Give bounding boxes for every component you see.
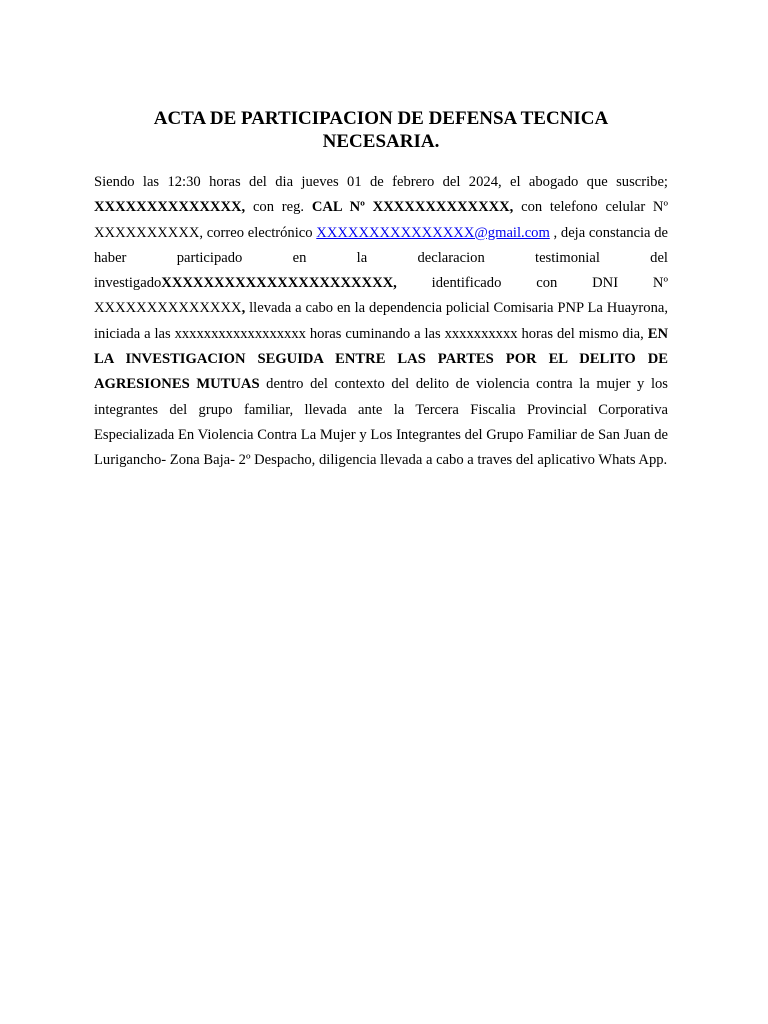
text-segment: con telefono celular Nº XXXXXXXXXX, correo electrónico <box>94 199 668 241</box>
cal-registration-bold: CAL Nº XXXXXXXXXXXXX, <box>311 199 514 216</box>
lawyer-name-bold: XXXXXXXXXXXXXX, <box>94 199 246 216</box>
comma-bold: , <box>241 300 246 317</box>
text-segment: identificado con DNI Nº XXXXXXXXXXXXXX <box>94 275 668 317</box>
text-segment: llevada a cabo en la dependencia policial Comisaria PNP La Huayrona, iniciada a las xxxxxxxxxxxxxxxxxx horas cuminando a las xxxxxxxxxx horas del mismo dia, <box>94 300 668 342</box>
title-line-2: NECESARIA. <box>322 131 440 152</box>
text-segment: , deja constancia de haber participado en la declaracion testimonial del investigado <box>94 224 668 292</box>
text-segment: con reg. <box>245 199 312 216</box>
document-body-paragraph <box>94 170 668 474</box>
email-link[interactable]: XXXXXXXXXXXXXXX@gmail.com <box>316 224 550 241</box>
investigation-heading-bold: EN LA INVESTIGACION SEGUIDA ENTRE LAS PARTES POR EL DELITO DE AGRESIONES MUTUAS <box>94 325 668 393</box>
investigated-name-bold: XXXXXXXXXXXXXXXXXXXXXX, <box>161 275 397 292</box>
text-segment: Siendo las 12:30 horas del dia jueves 01 de febrero del 2024, el abogado que suscribe; <box>94 174 668 190</box>
title-line-1: ACTA DE PARTICIPACION DE DEFENSA TECNICA <box>153 108 609 129</box>
text-segment: dentro del contexto del delito de violencia contra la mujer y los integrantes del grupo familiar, llevada ante la Tercera Fiscalia Provincial Corporativa Especializada En Violencia Contra La Mujer y Los Integrantes del Grupo Familiar de San Juan de Lurigancho- Zona Baja- 2º Despacho, diligencia llevada a cabo a traves del aplicativo Whats App. <box>94 376 668 469</box>
document-title <box>94 107 668 153</box>
